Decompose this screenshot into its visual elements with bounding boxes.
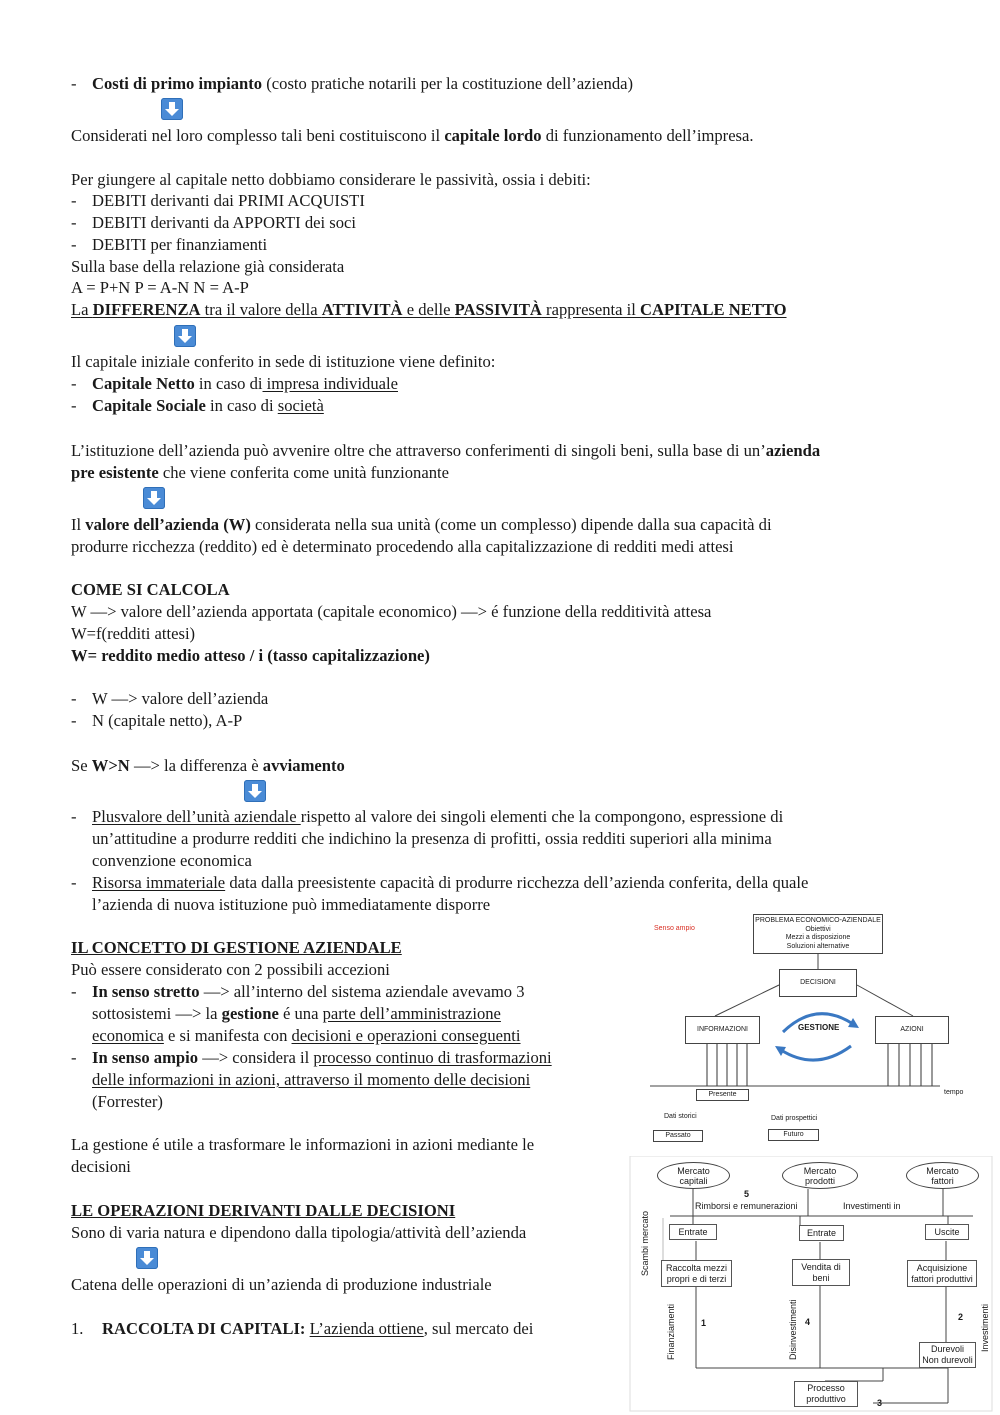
bullet-dash: -	[71, 1048, 77, 1067]
text-line: Sulla base della relazione già considerata	[71, 257, 345, 276]
text-line: Il capitale iniziale conferito in sede di istituzione viene definito:	[71, 352, 496, 371]
bullet-dash: -	[71, 711, 77, 730]
azioni-box: AZIONI	[875, 1016, 949, 1044]
operazioni-diagram	[628, 1156, 994, 1412]
bullet-dash: -	[71, 213, 77, 232]
futuro-box: Futuro	[768, 1129, 819, 1141]
bullet-dash: -	[71, 235, 77, 254]
text-line: W=f(redditi attesi)	[71, 624, 196, 643]
text-line: DEBITI derivanti da APPORTI dei soci	[92, 213, 357, 232]
bullet-dash: -	[71, 374, 77, 393]
text-line: delle informazioni in azioni, attraverso il momento delle decisioni	[92, 1070, 531, 1089]
gestione-label: GESTIONE	[798, 1023, 840, 1032]
text-line: DEBITI derivanti dai PRIMI ACQUISTI	[92, 191, 365, 210]
bullet-dash: -	[71, 807, 77, 826]
bullet-dash: -	[71, 396, 77, 415]
decisioni-box: DECISIONI	[779, 969, 857, 997]
vendita-box: Vendita di beni	[792, 1259, 850, 1286]
step-2-number: 2	[958, 1312, 964, 1322]
text-line: Plusvalore dell’unità aziendale rispetto al valore dei singoli elementi che la compongono, espressione di	[92, 807, 784, 826]
tempo-label: tempo	[944, 1089, 964, 1096]
step-4-number: 4	[805, 1317, 811, 1327]
text-line: W —> valore dell’azienda	[92, 689, 269, 708]
text-line: In senso ampio —> considera il processo continuo di trasformazioni	[92, 1048, 552, 1067]
text-line: RACCOLTA DI CAPITALI: L’azienda ottiene, sul mercato dei	[102, 1319, 534, 1338]
gestione-diagram	[645, 912, 975, 1147]
acquisizione-box: Acquisizione fattori produttivi	[907, 1260, 977, 1287]
text-line: sottosistemi —> la gestione é una parte dell’amministrazione	[92, 1004, 501, 1023]
text-line: Capitale Sociale in caso di società	[92, 396, 324, 415]
bullet-dash: -	[71, 191, 77, 210]
text-line: (Forrester)	[92, 1092, 163, 1111]
section-heading: IL CONCETTO DI GESTIONE AZIENDALE	[71, 938, 402, 957]
senso-ampio-label: Senso ampio	[654, 925, 695, 932]
entrate-box: Entrate	[669, 1224, 717, 1240]
informazioni-box: INFORMAZIONI	[685, 1016, 760, 1044]
durevoli-box: Durevoli Non durevoli	[919, 1342, 976, 1368]
text-line: La DIFFERENZA tra il valore della ATTIVITÀ e delle PASSIVITÀ rappresenta il CAPITALE NETTO	[71, 300, 787, 319]
text-line: La gestione é utile a trasformare le informazioni in azioni mediante le	[71, 1135, 535, 1154]
text-line: produrre ricchezza (reddito) ed è determinato procedendo alla capitalizzazione di redditi medi attesi	[71, 537, 734, 556]
text-line: convenzione economica	[92, 851, 252, 870]
rimborsi-label: Rimborsi e remunerazioni	[695, 1201, 798, 1211]
text-line: Capitale Netto in caso di impresa individuale	[92, 374, 398, 393]
down-arrow-icon	[244, 780, 266, 802]
investimenti-in-label: Investimenti in	[843, 1201, 901, 1211]
bullet-dash: -	[71, 74, 77, 93]
bullet-dash: -	[71, 873, 77, 892]
section-heading: COME SI CALCOLA	[71, 580, 230, 599]
mercato-capitali-oval: Mercato capitali	[657, 1162, 730, 1189]
text-line: Costi di primo impianto (costo pratiche notarili per la costituzione dell’azienda)	[92, 74, 634, 93]
text-line: Per giungere al capitale netto dobbiamo considerare le passività, ossia i debiti:	[71, 170, 591, 189]
scambi-mercato-label: Scambi mercato	[640, 1210, 650, 1276]
text-line: economica e si manifesta con decisioni e operazioni conseguenti	[92, 1026, 521, 1045]
uscite-box: Uscite	[925, 1224, 969, 1240]
investimenti-label: Investimenti	[980, 1303, 990, 1352]
passato-box: Passato	[653, 1130, 703, 1142]
disinvestimenti-label: Disinvestimenti	[788, 1299, 798, 1360]
down-arrow-icon	[174, 325, 196, 347]
down-arrow-icon	[161, 98, 183, 120]
step-5-number: 5	[744, 1189, 750, 1199]
dati-prospettici-label: Dati prospettici	[771, 1115, 818, 1122]
mercato-prodotti-oval: Mercato prodotti	[782, 1162, 858, 1189]
step-1-number: 1	[701, 1318, 707, 1328]
text-line: Considerati nel loro complesso tali beni costituiscono il capitale lordo di funzionamento dell’impresa.	[71, 126, 754, 145]
text-line: Catena delle operazioni di un’azienda di produzione industriale	[71, 1275, 492, 1294]
formula-line: W= reddito medio atteso / i (tasso capitalizzazione)	[71, 646, 430, 665]
finanziamenti-label: Finanziamenti	[666, 1303, 676, 1360]
text-line: L’istituzione dell’azienda può avvenire oltre che attraverso conferimenti di singoli beni, sulla base di un’azienda	[71, 441, 821, 460]
bullet-dash: -	[71, 982, 77, 1001]
text-line: Il valore dell’azienda (W) considerata nella sua unità (come un complesso) dipende dalla sua capacità di	[71, 515, 772, 534]
bullet-dash: -	[71, 689, 77, 708]
text-line: un’attitudine a produrre redditi che indichino la presenza di profitti, ossia redditi superiori alla minima	[92, 829, 772, 848]
dati-storici-label: Dati storici	[664, 1113, 697, 1120]
text-line: N (capitale netto), A-P	[92, 711, 243, 730]
text-line: W —> valore dell’azienda apportata (capitale economico) —> é funzione della redditività attesa	[71, 602, 712, 621]
text-line: Risorsa immateriale data dalla preesistente capacità di produrre ricchezza dell’azienda conferita, della quale	[92, 873, 809, 892]
text-line: DEBITI per finanziamenti	[92, 235, 268, 254]
down-arrow-icon	[143, 487, 165, 509]
text-line: Può essere considerato con 2 possibili accezioni	[71, 960, 390, 979]
text-line: Sono di varia natura e dipendono dalla tipologia/attività dell’azienda	[71, 1223, 527, 1242]
list-number: 1.	[71, 1319, 84, 1338]
problema-box: PROBLEMA ECONOMICO-AZIENDALE Obiettivi Mezzi a disposizione Soluzioni alternative	[753, 914, 883, 954]
processo-box: Processo produttivo	[794, 1381, 858, 1407]
presente-box: Presente	[696, 1089, 749, 1101]
text-line: pre esistente che viene conferita come unità funzionante	[71, 463, 449, 482]
entrate-box: Entrate	[799, 1225, 844, 1241]
step-3-number: 3	[877, 1398, 883, 1408]
down-arrow-icon	[136, 1247, 158, 1269]
text-line: Se W>N —> la differenza è avviamento	[71, 756, 345, 775]
mercato-fattori-oval: Mercato fattori	[906, 1162, 979, 1189]
text-line: decisioni	[71, 1157, 131, 1176]
raccolta-box: Raccolta mezzi propri e di terzi	[661, 1260, 732, 1287]
text-line: In senso stretto —> all’interno del sistema aziendale avevamo 3	[92, 982, 525, 1001]
section-heading: LE OPERAZIONI DERIVANTI DALLE DECISIONI	[71, 1201, 456, 1220]
text-line: l’azienda di nuova istituzione può immediatamente disporre	[92, 895, 491, 914]
text-line: A = P+N P = A-N N = A-P	[71, 278, 249, 297]
